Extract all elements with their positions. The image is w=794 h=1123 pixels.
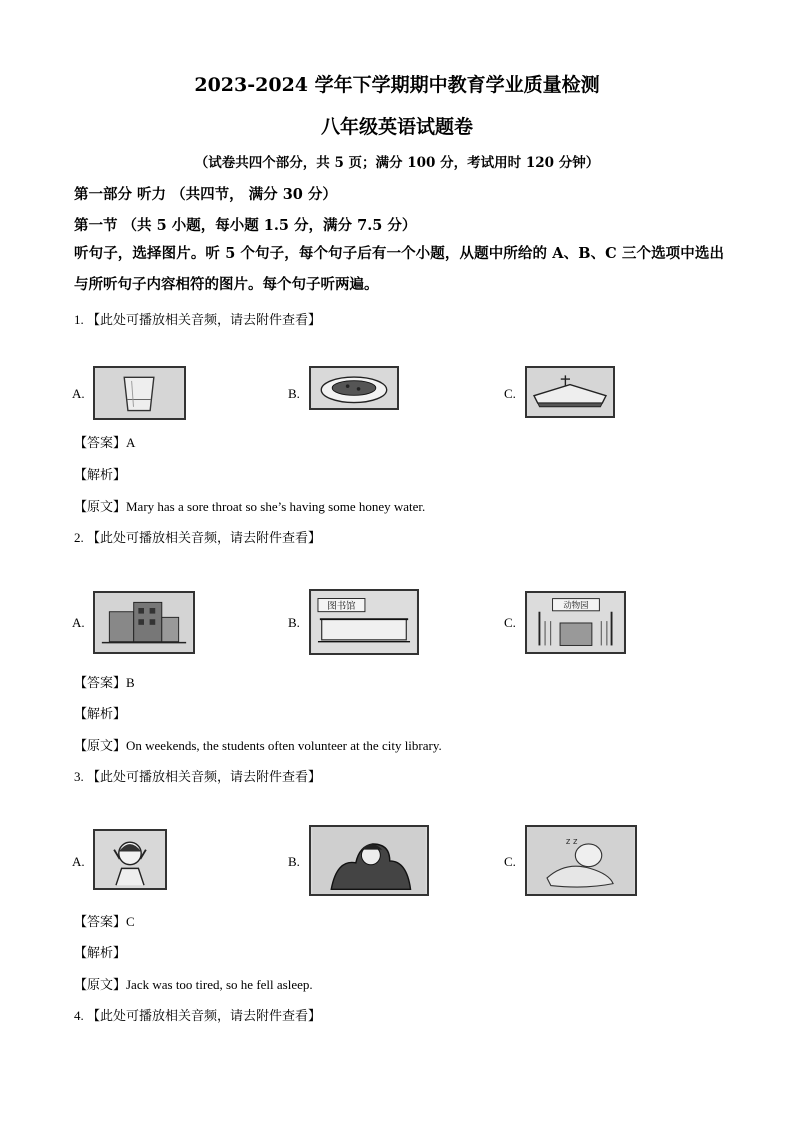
q2-option-b-image-library[interactable]	[309, 589, 419, 655]
question-3-prompt: 3. 【此处可播放相关音频，请去附件查看】	[74, 769, 322, 784]
instructions: 听句子，选择图片。听 5 个句子，每个句子后有一个小题，从题中所给的 A、B、C 三个选项中选出与所听句子内容相符的图片。每个句子听两遍。	[74, 245, 724, 293]
q1-option-c-label: C.	[504, 386, 516, 401]
q3-option-b-image-woman[interactable]	[309, 825, 429, 896]
q1-transcript: 【原文】Mary has a sore throat so she’s having some honey water.	[74, 499, 426, 514]
exam-subtitle: 八年级英语试题卷	[320, 116, 473, 138]
q2-option-b-label: B.	[288, 615, 300, 630]
q2-option-c-image-zoo[interactable]	[525, 591, 626, 654]
q1-option-b-label: B.	[288, 386, 300, 401]
question-2-prompt: 2. 【此处可播放相关音频，请去附件查看】	[74, 530, 322, 545]
q3-answer: 【答案】C	[74, 914, 135, 929]
woman-icon	[311, 827, 427, 894]
zoo-icon	[527, 593, 624, 652]
q3-analysis: 【解析】	[74, 945, 127, 960]
sleeping-person-icon	[527, 827, 635, 894]
q3-option-a-image-headache[interactable]	[93, 829, 167, 890]
plate-of-food-icon	[311, 368, 397, 408]
q1-analysis: 【解析】	[74, 467, 127, 482]
q2-transcript: 【原文】On weekends, the students often volunteer at the city library.	[74, 738, 442, 753]
q2-option-a-label: A.	[72, 615, 85, 630]
q1-answer: 【答案】A	[74, 435, 136, 450]
zoo-sign-text: 动物园	[563, 599, 589, 610]
svg-text:z z: z z	[565, 836, 578, 847]
q2-option-a-image-building[interactable]	[93, 591, 195, 654]
q1-option-a-label: A.	[72, 386, 85, 401]
q2-option-c-label: C.	[504, 615, 516, 630]
q3-option-a-label: A.	[72, 854, 85, 869]
library-icon	[311, 591, 417, 653]
exam-title: 2023-2024 学年下学期期中教育学业质量检测	[194, 74, 600, 96]
q3-option-b-label: B.	[288, 854, 300, 869]
exam-note: （试卷共四个部分，共 5 页；满分 100 分，考试用时 120 分钟）	[194, 155, 600, 171]
glass-of-water-icon	[95, 368, 184, 418]
building-icon	[95, 593, 193, 652]
part1-heading: 第一部分 听力 （共四节， 满分 30 分）	[74, 186, 337, 203]
question-1-prompt: 1. 【此处可播放相关音频，请去附件查看】	[74, 312, 322, 327]
q2-answer: 【答案】B	[74, 675, 135, 690]
question-4-prompt: 4. 【此处可播放相关音频，请去附件查看】	[74, 1008, 322, 1023]
sandwich-icon	[527, 368, 613, 416]
q1-option-b-image-plate[interactable]	[309, 366, 399, 410]
section1-heading: 第一节 （共 5 小题，每小题 1.5 分，满分 7.5 分）	[74, 217, 417, 234]
q3-transcript: 【原文】Jack was too tired, so he fell asleep.	[74, 977, 313, 992]
q2-analysis: 【解析】	[74, 706, 127, 721]
person-holding-head-icon	[95, 831, 165, 888]
library-sign-text: 图书馆	[327, 600, 356, 612]
q1-option-c-image-sandwich[interactable]	[525, 366, 615, 418]
q1-option-a-image-glass[interactable]	[93, 366, 186, 420]
q3-option-c-image-sleeping[interactable]	[525, 825, 637, 896]
q3-option-c-label: C.	[504, 854, 516, 869]
